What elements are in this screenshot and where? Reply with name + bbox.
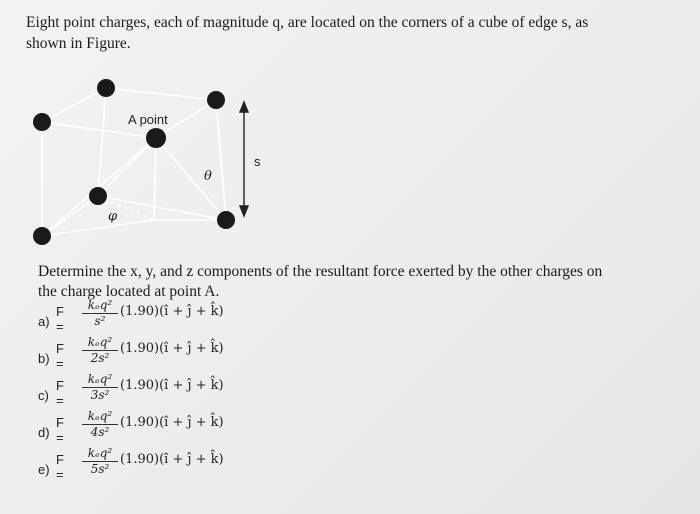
question-text: [26, 12, 666, 54]
option-expression: (1.90)(î + ĵ + k̂): [120, 341, 224, 356]
option-numerator: kₑq²: [82, 335, 118, 351]
option-fraction: [82, 372, 118, 402]
option-numerator: kₑq²: [82, 446, 118, 462]
edge-length-label: s: [254, 154, 261, 169]
option-numerator: kₑq²: [82, 409, 118, 425]
option-force-symbol: F =: [56, 452, 64, 482]
task-line-1: Determine the x, y, and z components of the resultant force exerted by the other charges on: [38, 263, 603, 280]
option-fraction: [82, 409, 118, 439]
option-fraction: [82, 298, 118, 328]
option-numerator: kₑq²: [82, 298, 118, 314]
option-denominator: 5s²: [90, 462, 110, 476]
option-letter: b): [38, 351, 50, 366]
charge-back-top-left: [97, 79, 115, 97]
theta-label: θ: [204, 169, 212, 184]
option-letter: c): [38, 388, 49, 403]
option-letter: a): [38, 314, 50, 329]
option-letter: d): [38, 425, 50, 440]
option-expression: (1.90)(î + ĵ + k̂): [120, 304, 224, 319]
option-force-symbol: F =: [56, 415, 64, 445]
cube-figure: [24, 70, 284, 260]
option-fraction: [82, 335, 118, 365]
cube-diagram: [24, 70, 284, 260]
charge-back-top-right: [207, 91, 225, 109]
option-denominator: 4s²: [90, 425, 110, 439]
point-a-label: A point: [128, 112, 168, 127]
charge-back-bottom-right: [217, 211, 235, 229]
option-force-symbol: F =: [56, 341, 64, 371]
option-force-symbol: F =: [56, 378, 64, 408]
charge-front-top-left: [33, 113, 51, 131]
edge-length-arrow: [240, 102, 248, 216]
task-text: [38, 262, 678, 302]
charge-front-bottom-left: [33, 227, 51, 245]
option-denominator: 2s²: [90, 351, 110, 365]
option-expression: (1.90)(î + ĵ + k̂): [120, 415, 224, 430]
task-line-2: the charge located at point A.: [38, 283, 220, 300]
charge-back-bottom-left: [89, 187, 107, 205]
option-numerator: kₑq²: [82, 372, 118, 388]
charge-point-a: [146, 128, 166, 148]
option-denominator: 3s²: [90, 388, 110, 402]
option-expression: (1.90)(î + ĵ + k̂): [120, 452, 224, 467]
option-denominator: s²: [94, 314, 106, 328]
option-letter: e): [38, 462, 50, 477]
option-force-symbol: F =: [56, 304, 64, 334]
question-line-2: shown in Figure.: [26, 35, 131, 52]
option-expression: (1.90)(î + ĵ + k̂): [120, 378, 224, 393]
phi-label: φ: [108, 209, 118, 224]
question-line-1: Eight point charges, each of magnitude q, are located on the corners of a cube of edge s, as: [26, 14, 589, 31]
option-fraction: [82, 446, 118, 476]
